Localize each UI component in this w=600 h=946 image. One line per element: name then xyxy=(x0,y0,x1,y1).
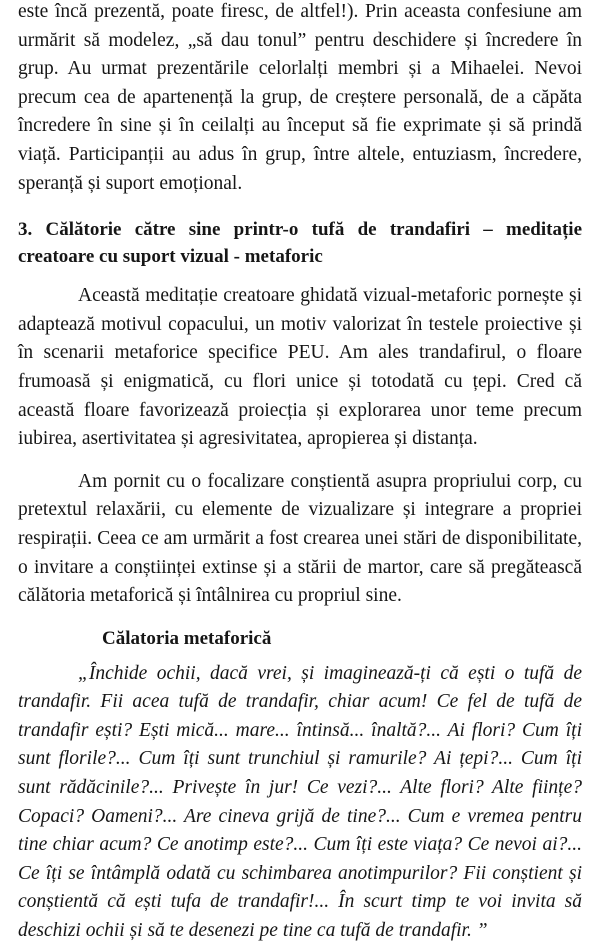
subheading-metaphoric-journey: Călatoria metaforică xyxy=(102,627,272,649)
document-page xyxy=(18,0,582,946)
paragraph-body-focus: Am pornit cu o focalizare conștientă asupra propriului corp, cu pretextul relaxării, cu elemente de vizualizare și integrare a propriei respirații. Ceea ce am urmărit a fost crearea unei stări de disponibilitate, o invitare a conștiinței extinse și a stării de martor, care să pregătească călătoria metaforică și întâlnirea cu propriul sine. xyxy=(18,470,582,607)
guided-meditation-quote: „Închide ochii, dacă vrei, și imaginează-ți că ești o tufă de trandafir. Fii acea tufă de trandafir, chiar acum! Ce fel de tufă de trandafir ești? Ești mică... mare... întinsă... înaltă?... Ai flori? Cum îți sunt florile?... Cum îți sunt trunchiul și ramurile? Ai țepi?... Cum îți sunt rădăcinile?... Privește în jur! Ce vezi?... Alte flori? Alte ființe? Copaci? Oameni?... Are cineva grijă de tine?... Cum e vremea pentru tine chiar acum? Ce anotimp este?... Cum îți este viața? Ce nevoi ai?... Ce îți se întâmplă odată cu schimbarea anotimpurilor? Fii conștient și conștientă că ești tufa de trandafir!... În scurt timp te voi invita să deschizi ochii și să te desenezi pe tine ca tufă de trandafir. ” xyxy=(18,662,582,942)
paragraph-confession: este încă prezentă, poate firesc, de altfel!). Prin aceasta confesiune am urmărit să modelez, „să dau tonul” pentru deschidere și încredere în grup. Au urmat prezentările celorlalți membri și a Mihaelei. Nevoi precum cea de apartenență la grup, de creștere personală, de a căpăta încredere în sine și în ceilalți au început să fie exprimate și să prindă viață. Participanții au adus în grup, între altele, entuziasm, încredere, speranță și suport emoțional. xyxy=(18,1,582,194)
paragraph-meditation-intro: Această meditație creatoare ghidată vizual-metaforic pornește și adaptează motivul copacului, un motiv valorizat în testele proiective și în scenarii metaforice specifice PEU. Am ales trandafirul, o floare frumoasă și enigmatică, cu flori unice și totodată cu țepi. Cred că această floare favorizează proiecția și explorarea unor teme precum iubirea, asertivitatea și agresivitatea, apropierea și distanța. xyxy=(18,285,582,450)
section-heading-3: 3. Călătorie către sine printr-o tufă de trandafiri – meditație creatoare cu suport vizual - metaforic xyxy=(18,219,582,268)
